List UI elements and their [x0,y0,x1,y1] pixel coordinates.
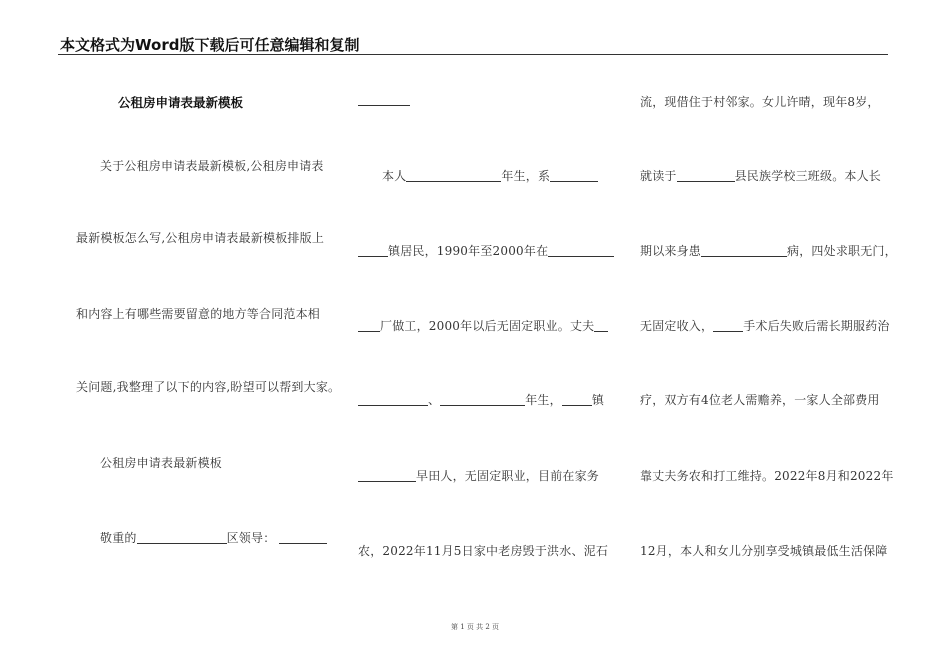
col2-line-2 [382,167,598,184]
col3-text: 无固定收入， [640,319,714,333]
col3-text: 病，四处求职无门， [787,244,897,258]
col3-line-6: 靠丈夫务农和打工维持。2022年8月和2022年 [640,469,894,483]
col3-line-3 [640,242,897,259]
col2-line-5 [358,391,604,408]
col3-line-1: 流，现借住于村邻家。女儿许晴，现年8岁， [640,95,880,109]
greeting-line [100,529,327,546]
blank-field [677,169,735,182]
col2-text: 本人 [382,169,407,183]
col2-line-6 [358,467,599,484]
blank-field [701,244,787,257]
col2-text: 镇居民，1990年至2000年在 [388,244,549,258]
blank-field [548,244,614,257]
blank-field [358,469,416,482]
blank-field [358,319,380,332]
col2-line-7: 农，2022年11月5日家中老房毁于洪水、泥石 [358,544,609,558]
col2-text: 、 [428,393,441,407]
banner-divider [58,54,888,55]
intro-line-3: 和内容上有哪些需要留意的地方等合同范本相 [76,307,321,321]
col2-line-4 [358,317,608,334]
blank-field [406,169,501,182]
blank-field [358,393,428,406]
blank-field [550,169,598,182]
col2-text: 镇 [591,393,605,407]
col3-text: 县民族学校三班级。本人长 [734,169,882,183]
blank-field [562,393,592,406]
blank-field [358,93,410,106]
intro-line-1: 关于公租房申请表最新模板,公租房申请表 [100,159,324,173]
col3-line-4 [640,317,890,334]
blank-field [137,531,227,544]
intro-line-2: 最新模板怎么写,公租房申请表最新模板排版上 [76,231,325,245]
col2-text: 年生，系 [501,169,551,183]
page-number: 第 1 页 共 2 页 [450,623,500,631]
col3-line-7: 12月，本人和女儿分别享受城镇最低生活保障 [640,544,888,558]
intro-line-4: 关问题,我整理了以下的内容,盼望可以帮到大家。 [76,380,341,394]
col3-text: 就读于 [640,169,677,183]
document-banner: 本文格式为Word版下载后可任意编辑和复制 [60,36,360,54]
col2-text: 厂做工，2000年以后无固定职业。丈夫 [380,319,595,333]
col2-text: 早田人，无固定职业，目前在家务 [416,469,600,483]
col3-text: 手术后失败后需长期服药治 [743,319,890,333]
col3-line-2 [640,167,881,184]
col2-line-1 [358,93,410,107]
col3-line-5: 疗，双方有4位老人需赡养，一家人全部费用 [640,393,880,407]
document-title: 公租房申请表最新模板 [118,95,244,110]
greeting-prefix: 敬重的 [100,531,137,545]
col3-text: 期以来身患 [640,244,702,258]
blank-field [440,393,525,406]
col2-text: 年生， [525,393,562,407]
col2-line-3 [358,242,614,259]
blank-field [279,531,327,544]
blank-field [713,319,743,332]
section-subtitle: 公租房申请表最新模板 [100,456,223,470]
greeting-suffix: 区领导： [226,531,276,545]
blank-field [358,244,388,257]
blank-field [594,319,608,332]
